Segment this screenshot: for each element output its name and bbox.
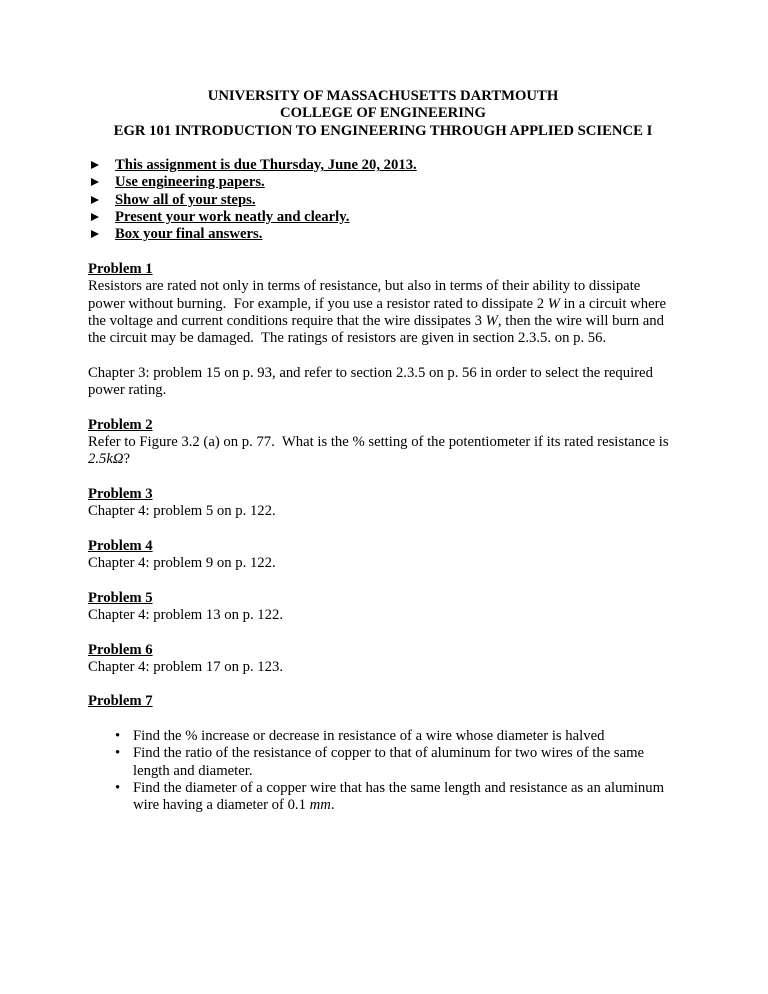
instruction-list [88,157,678,243]
arrow-bullet-icon [91,209,115,226]
text-run: Chapter 4: problem 5 on p. 122. [88,503,276,520]
problem-title: Problem 3 [88,485,153,502]
instruction-item [88,192,678,209]
instruction-item [88,174,678,191]
college-name: COLLEGE OF ENGINEERING [280,105,486,122]
instruction-text: Box your final answers. [115,226,263,243]
problems-section [88,261,678,815]
text-run: Refer to Figure 3.2 (a) on p. 77. What is the % setting of the potentiometer if its rated resistance is [88,433,676,450]
instruction-text: Use engineering papers. [115,174,265,191]
problem-title: Problem 1 [88,260,153,277]
problem-paragraph [88,365,678,400]
course-title: EGR 101 INTRODUCTION TO ENGINEERING THROUGH APPLIED SCIENCE I [113,122,653,139]
text-run: Chapter 4: problem 17 on p. 123. [88,658,283,675]
problem-block [88,538,678,573]
arrow-bullet-icon [91,192,115,209]
bullet-text [133,745,678,780]
instruction-text: This assignment is due Thursday, June 20, 2013. [115,157,417,174]
university-name: UNIVERSITY OF MASSACHUSETTS DARTMOUTH [207,88,559,104]
dot-bullet-icon: • [115,745,121,762]
bullet-item [115,728,678,745]
italic-text-run: mm [309,797,331,814]
italic-text-run: W [485,312,498,329]
bullet-text [133,728,604,745]
text-run: Find the diameter of a copper wire that has the same length and resistance as an aluminum wire having a diameter of 0.1 [133,779,668,814]
text-run: Find the % increase or decrease in resistance of a wire whose diameter is halved [133,727,605,744]
problem-title: Problem 2 [88,416,153,433]
problem-paragraph [88,503,678,520]
problem-paragraph [88,434,678,469]
problem-paragraph [88,659,678,676]
dot-bullet-icon: • [115,727,121,744]
problem-paragraph [88,278,678,347]
bullet-list [88,728,678,814]
problem-block [88,642,678,677]
arrow-bullet-icon [91,174,115,191]
text-run: Chapter 4: problem 9 on p. 122. [88,555,276,572]
problem-block [88,590,678,625]
instruction-text: Show all of your steps. [115,191,256,208]
problem-paragraph [88,607,678,624]
problem-block [88,486,678,521]
problem-title: Problem 5 [88,589,153,606]
text-run: Chapter 3: problem 15 on p. 93, and refer to section 2.3.5 on p. 56 in order to select the required power rating. [88,364,657,399]
problem-title: Problem 4 [88,537,153,554]
bullet-text [133,780,678,815]
text-run: . [330,797,335,814]
text-run: Find the ratio of the resistance of copper to that of aluminum for two wires of the same length and diameter. [133,745,648,779]
bullet-item [115,745,678,780]
text-run: Resistors are rated not only in terms of resistance, but also in terms of their ability to dissipate power without burning. For example, if you use a resistor rated to dissipate 2 [88,278,644,312]
instruction-item [88,226,678,243]
problem-title: Problem 7 [88,693,153,710]
document-header [88,88,678,140]
text-run: Chapter 4: problem 13 on p. 122. [88,606,283,623]
arrow-bullet-icon [91,157,115,174]
italic-text-run: 2.5kΩ [88,451,124,468]
italic-text-run: W [547,295,560,312]
instruction-text: Present your work neatly and clearly. [115,209,350,226]
instruction-item [88,157,678,174]
text-run: , then the wire will burn and the circuit may be damaged. The ratings of resistors are given in section 2.3.5. on p. 56. [88,312,668,347]
bullet-item [115,780,678,815]
problem-block [88,693,678,814]
problem-block [88,417,678,469]
problem-title: Problem 6 [88,641,153,658]
instruction-item [88,209,678,226]
dot-bullet-icon: • [115,779,121,796]
problem-paragraph [88,555,678,572]
text-run: in a circuit where the voltage and current conditions require that the wire dissipates 3 [88,295,670,329]
arrow-bullet-icon [91,226,115,243]
problem-block [88,261,678,399]
text-run: ? [123,451,131,468]
